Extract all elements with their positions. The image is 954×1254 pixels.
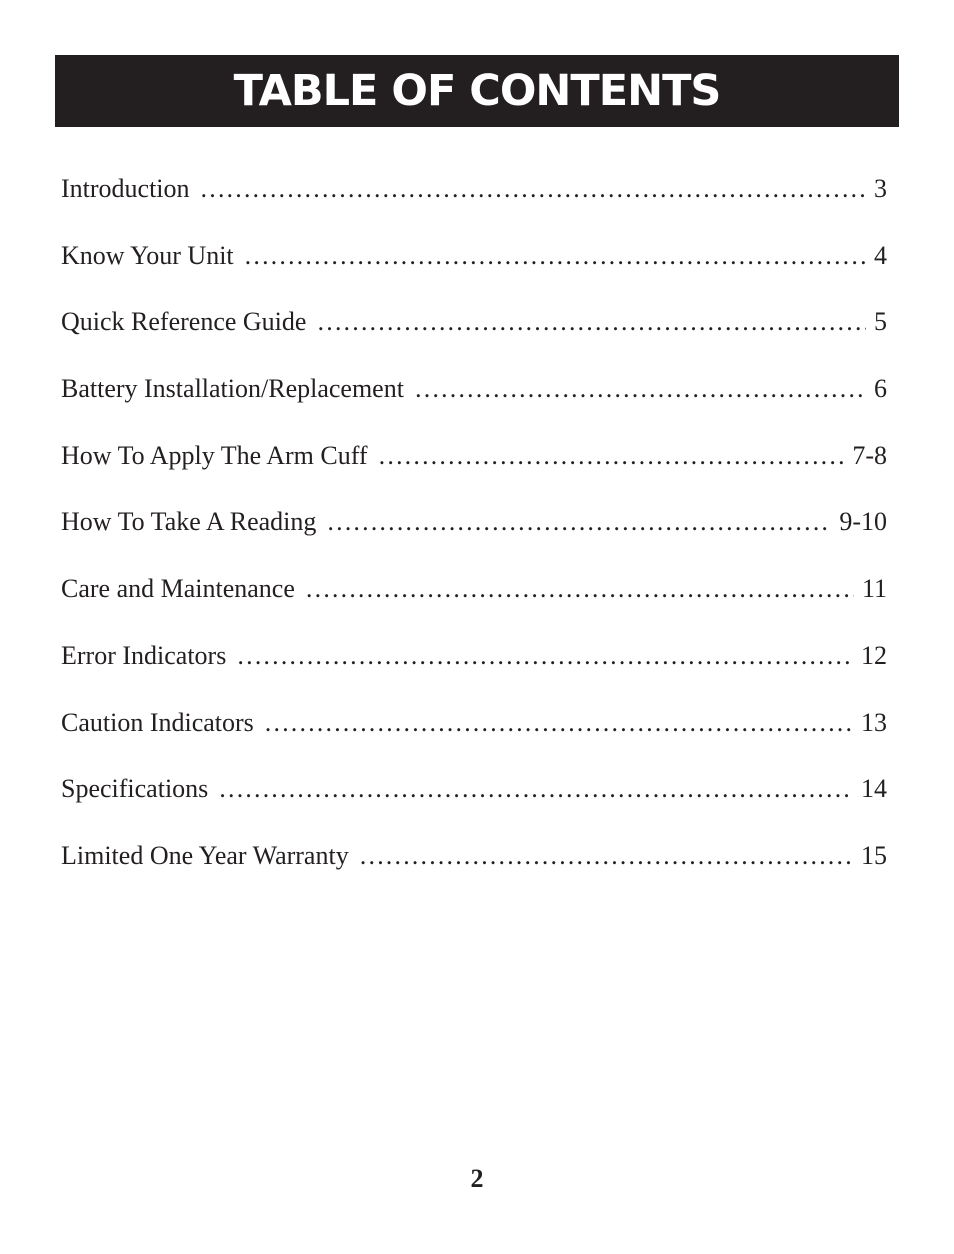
toc-entry	[61, 843, 887, 910]
toc-entry-label: Limited One Year Warranty	[61, 842, 349, 870]
title-banner	[55, 55, 899, 127]
dot-leader	[378, 443, 845, 469]
toc-entry-page: 11	[861, 576, 887, 604]
toc-entry	[61, 643, 887, 710]
toc-entry-label: How To Take A Reading	[61, 509, 317, 537]
toc-entry-label: How To Apply The Arm Cuff	[61, 442, 368, 470]
toc-entry	[61, 576, 887, 643]
toc-entry-page: 4	[874, 242, 887, 270]
toc-entry-page: 3	[874, 176, 887, 203]
dot-leader	[326, 509, 831, 535]
page-number: 2	[470, 1164, 484, 1193]
toc-entry	[61, 376, 887, 443]
toc-entry-label: Quick Reference Guide	[61, 309, 307, 337]
toc-entry-page: 12	[861, 642, 887, 670]
toc-entry-label: Specifications	[61, 776, 209, 804]
toc-entry-page: 7-8	[852, 442, 887, 470]
dot-leader	[264, 710, 853, 736]
toc-entry	[61, 710, 887, 777]
dot-leader	[305, 576, 854, 602]
toc-entry-page: 9-10	[839, 509, 887, 537]
toc-entry-label: Care and Maintenance	[61, 576, 295, 604]
toc-entry-label: Introduction	[61, 176, 190, 203]
toc-entry	[61, 509, 887, 576]
dot-leader	[236, 643, 853, 669]
dot-leader	[414, 376, 866, 402]
dot-leader	[359, 843, 853, 869]
page-title: TABLE OF CONTENTS	[233, 65, 721, 116]
toc-entry-label: Caution Indicators	[61, 709, 254, 737]
toc-entry	[61, 443, 887, 510]
toc-entry	[61, 309, 887, 376]
dot-leader	[244, 243, 866, 269]
toc-entry-page: 5	[874, 309, 887, 337]
toc-entry-page: 13	[861, 709, 887, 737]
dot-leader	[316, 309, 866, 335]
dot-leader	[200, 176, 866, 202]
table-of-contents	[61, 176, 887, 910]
toc-entry-page: 15	[861, 842, 887, 870]
toc-entry-page: 14	[861, 776, 887, 804]
toc-entry-label: Know Your Unit	[61, 242, 234, 270]
toc-entry-page: 6	[874, 376, 887, 404]
toc-entry-label: Error Indicators	[61, 642, 227, 670]
dot-leader	[218, 776, 853, 802]
toc-entry	[61, 243, 887, 310]
toc-entry	[61, 176, 887, 243]
toc-entry	[61, 776, 887, 843]
toc-entry-label: Battery Installation/Replacement	[61, 376, 404, 404]
